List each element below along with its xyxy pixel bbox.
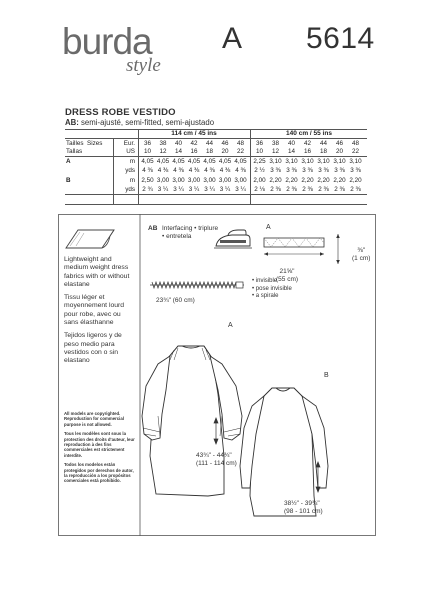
burda-style-logo <box>62 22 172 84</box>
table-bottom-rule <box>65 204 367 205</box>
eur-size: 38 <box>271 140 279 147</box>
dress-b-drawing <box>240 388 328 516</box>
table-cell: 2,20 <box>349 177 362 184</box>
strip-length-cm: (55 cm) <box>276 276 299 283</box>
us-size: 20 <box>221 148 229 155</box>
eur-size: 46 <box>221 140 229 147</box>
fabric-text-en: Lightweight and medium weight dress fabrics with or without elastane <box>64 256 130 288</box>
dress-a-drawing <box>142 346 242 496</box>
table-cell: 4 ⅜ <box>188 167 200 174</box>
us-size: 12 <box>159 148 167 155</box>
brand-subword: style <box>126 55 161 76</box>
zipper-note: • invisible <box>252 278 278 284</box>
view-a-finished-length <box>196 452 237 468</box>
eur-size: 44 <box>205 140 213 147</box>
bias-strip-width <box>352 247 370 263</box>
table-cell: 3,10 <box>333 158 346 165</box>
table-cell: 3 ¼ <box>188 186 200 193</box>
table-cell: 3,00 <box>218 177 232 184</box>
eur-size: 36 <box>143 140 151 147</box>
band-header-140: 140 cm / 55 ins <box>286 130 332 137</box>
table-cell: 3,10 <box>317 158 330 165</box>
unit-label: m <box>129 158 135 165</box>
pattern-number: 5614 <box>306 22 375 55</box>
table-rule <box>65 194 367 195</box>
view-b-finished-length <box>284 500 323 516</box>
table-cell: 2,20 <box>317 177 330 184</box>
us-label: US <box>126 148 135 155</box>
us-size: 10 <box>143 148 151 155</box>
table-cell: 3,10 <box>269 158 282 165</box>
zipper-length: 23¾" (60 cm) <box>156 297 195 304</box>
table-cell: 3 ¼ <box>204 186 215 193</box>
strip-length-in: 21⅝" <box>279 268 295 275</box>
eur-label: Eur. <box>123 140 135 147</box>
us-size: 20 <box>335 148 343 155</box>
table-cell: 3,10 <box>301 158 314 165</box>
copyright-en: All models are copyrighted. Reproduction for commercial purpose is not allowed. <box>64 411 124 427</box>
bias-strip-view-label: A <box>266 224 271 231</box>
table-cell: 2,25 <box>253 158 266 165</box>
table-cell: 4,05 <box>234 158 247 165</box>
eur-size: 36 <box>255 140 263 147</box>
table-cell: 3,00 <box>187 177 201 184</box>
fabric-requirements-table <box>65 129 367 204</box>
eur-size: 42 <box>303 140 311 147</box>
zipper-icon <box>148 278 248 292</box>
bias-strip-length <box>276 268 298 284</box>
fabric-text-fr: Tissu léger et moyennement lourd pour robe, avec ou sans élasthanne <box>64 294 125 327</box>
eur-size: 38 <box>159 140 167 147</box>
us-size: 14 <box>174 148 182 155</box>
table-cell: 4,05 <box>187 158 201 165</box>
table-cell: 3 ¼ <box>173 186 184 193</box>
table-col-rule <box>250 129 251 204</box>
eur-size: 46 <box>335 140 343 147</box>
garment-line-drawings <box>140 316 370 538</box>
view-label: B <box>66 177 71 184</box>
us-size: 16 <box>190 148 198 155</box>
table-cell: 3 ¼ <box>235 186 246 193</box>
fabric-recommendations <box>64 256 136 371</box>
table-cell: 4,05 <box>156 158 170 165</box>
copyright-es: Todos los modelos están protegidos por derechos de autor, la reproducción a los propósitos comerciales está prohibido. <box>64 462 134 484</box>
table-cell: 2 ⅜ <box>286 186 297 193</box>
us-size: 12 <box>271 148 279 155</box>
strip-width-cm: (1 cm) <box>352 255 371 262</box>
us-size: 10 <box>255 148 263 155</box>
iron-icon <box>212 228 252 250</box>
table-cell: 2 ¾ <box>142 186 153 193</box>
table-cell: 2 ⅛ <box>254 186 265 193</box>
table-cell: 3,00 <box>156 177 170 184</box>
row-label-tallas: Tallas <box>66 148 83 155</box>
us-size: 16 <box>303 148 311 155</box>
zipper-note: • pose invisible <box>252 285 292 292</box>
table-cell: 3,00 <box>172 177 185 184</box>
fit-text: semi-ajusté, semi-fitted, semi-ajustado <box>78 118 215 127</box>
eur-size: 44 <box>319 140 327 147</box>
table-cell: 3,00 <box>234 177 247 184</box>
table-cell: 4,05 <box>172 158 185 165</box>
table-cell: 2 ⅜ <box>334 186 345 193</box>
fabric-text-es: Tejidos ligeros y de peso medio para vestidos con o sin elastano <box>64 332 122 365</box>
length-a-cm: (111 - 114 cm) <box>196 460 237 467</box>
notions-views-label: AB <box>148 225 158 232</box>
table-cell: 2 ⅜ <box>318 186 329 193</box>
table-cell: 2,00 <box>253 177 266 184</box>
length-a-in: 43¾" - 44¾" <box>196 452 232 459</box>
table-cell: 4,05 <box>203 158 216 165</box>
us-size: 18 <box>205 148 213 155</box>
copyright-notice <box>64 411 136 488</box>
table-cell: 3 ⅜ <box>270 167 281 174</box>
zipper-note: • a spirale <box>252 293 279 299</box>
eur-size: 48 <box>236 140 244 147</box>
strip-width-in: ⅜" <box>357 247 366 254</box>
unit-label: yds <box>125 186 135 193</box>
table-cell: 2 ⅜ <box>302 186 313 193</box>
us-size: 18 <box>319 148 327 155</box>
table-cell: 2,20 <box>333 177 346 184</box>
table-cell: 3,00 <box>203 177 216 184</box>
eur-size: 40 <box>287 140 295 147</box>
eur-size: 42 <box>190 140 198 147</box>
table-cell: 2 ⅜ <box>270 186 281 193</box>
bias-strip-diagram <box>262 234 342 268</box>
table-cell: 4,05 <box>141 158 154 165</box>
eur-size: 48 <box>351 140 359 147</box>
label-sizes: Sizes <box>87 140 103 147</box>
table-cell: 3 ⅜ <box>302 167 313 174</box>
table-cell: 3 ⅜ <box>350 167 361 174</box>
copyright-fr: Tous les modèles sont sous la protection des droits d'auteur, leur reproduction à des fins commerciales est strictement interdite. <box>64 431 135 458</box>
view-label: A <box>66 158 71 165</box>
table-cell: 3 ⅜ <box>286 167 297 174</box>
table-cell: 4,05 <box>218 158 232 165</box>
table-col-rule <box>138 129 139 204</box>
table-cell: 2,20 <box>285 177 298 184</box>
fit-description <box>65 118 365 128</box>
length-b-in: 38½" - 39¾" <box>284 500 320 507</box>
view-b-label: B <box>324 372 329 379</box>
unit-label: m <box>129 177 135 184</box>
table-cell: 4 ⅜ <box>219 167 231 174</box>
table-cell: 3 ¼ <box>157 186 169 193</box>
unit-label: yds <box>125 167 135 174</box>
us-size: 14 <box>287 148 295 155</box>
table-cell: 2 ½ <box>254 167 265 174</box>
table-cell: 2,20 <box>269 177 282 184</box>
table-cell: 4 ⅜ <box>173 167 184 174</box>
view-a-label: A <box>228 322 233 329</box>
table-cell: 3 ¼ <box>219 186 231 193</box>
table-cell: 3 ⅜ <box>334 167 345 174</box>
table-cell: 2,20 <box>301 177 314 184</box>
interfacing-label: Interfacing • triplure • entretela <box>162 225 219 240</box>
garment-title-block <box>65 107 365 128</box>
table-cell: 4 ⅜ <box>235 167 246 174</box>
band-header-114: 114 cm / 45 ins <box>171 130 217 137</box>
table-cell: 3 ⅜ <box>318 167 329 174</box>
brand-wordmark: burda <box>62 21 152 62</box>
us-size: 22 <box>351 148 359 155</box>
table-cell: 3,10 <box>285 158 298 165</box>
table-cell: 4 ⅜ <box>204 167 215 174</box>
table-cell: 2 ⅜ <box>350 186 361 193</box>
label-tailles: Tailles <box>66 140 84 147</box>
fit-views-label: AB: <box>65 118 79 127</box>
table-cell: 2,50 <box>141 177 154 184</box>
garment-title: DRESS ROBE VESTIDO <box>65 107 176 118</box>
table-cell: 4 ⅜ <box>157 167 169 174</box>
eur-size: 40 <box>174 140 182 147</box>
table-cell: 3,10 <box>349 158 362 165</box>
table-cell: 4 ⅜ <box>142 167 153 174</box>
length-b-cm: (98 - 101 cm) <box>284 508 323 515</box>
variant-letter: A <box>222 22 243 55</box>
table-col-rule <box>113 138 114 204</box>
fabric-swatch-icon <box>64 224 116 252</box>
us-size: 22 <box>236 148 244 155</box>
